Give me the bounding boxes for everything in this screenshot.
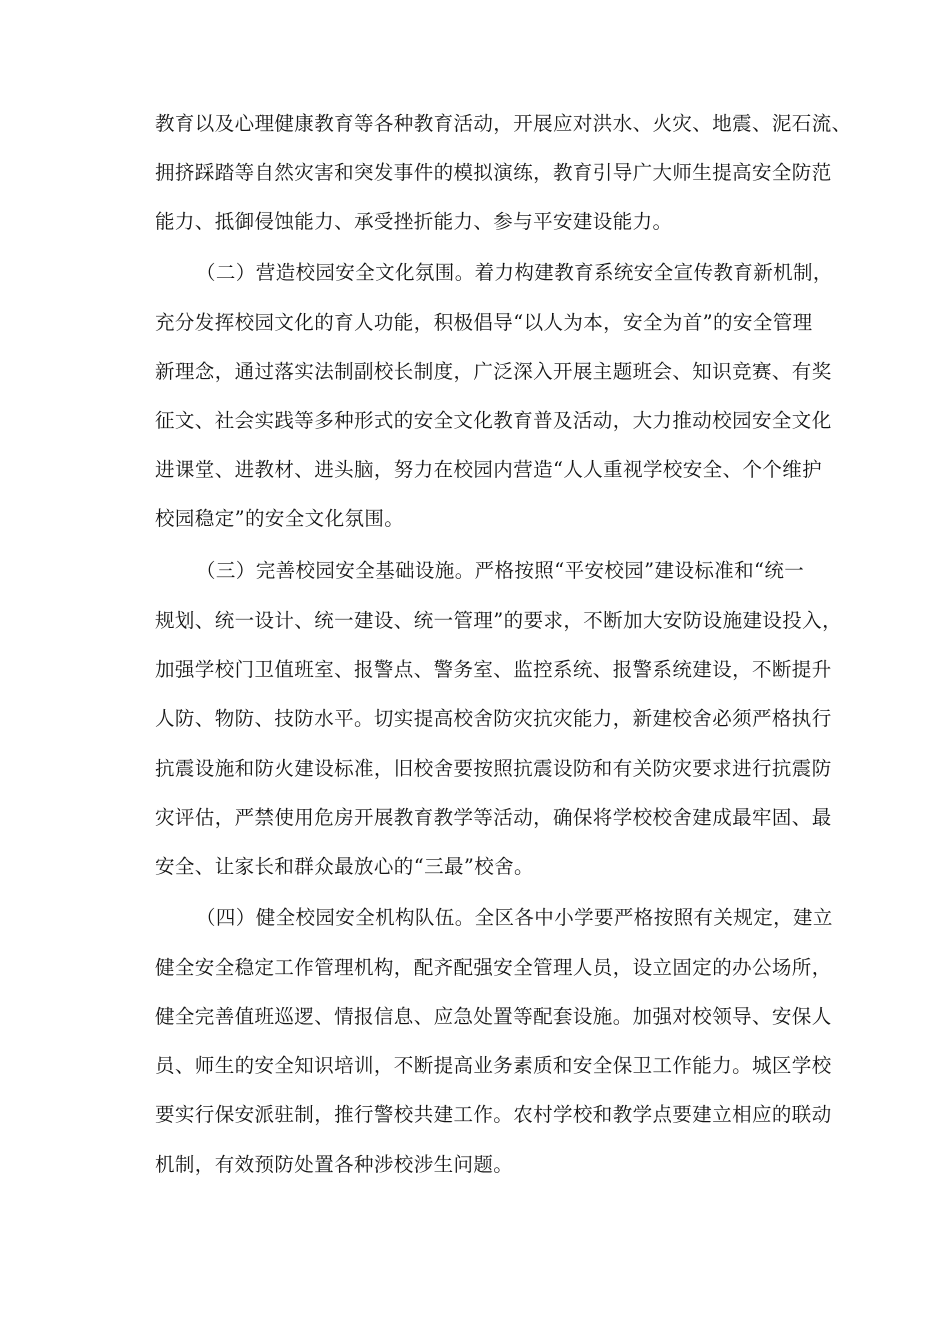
text-line: 规划、统一设计、统一建设、统一管理”的要求，不断加大安防设施建设投入，	[155, 609, 842, 632]
text-line: 人防、物防、技防水平。切实提高校舍防灾抗灾能力，新建校舍必须严格执行	[155, 707, 832, 730]
text-line: 教育以及心理健康教育等各种教育活动，开展应对洪水、火灾、地震、泥石流、	[155, 112, 852, 135]
text-line: 充分发挥校园文化的育人功能，积极倡导“以人为本，安全为首”的安全管理	[155, 311, 813, 334]
text-line: 加强学校门卫值班室、报警点、警务室、监控系统、报警系统建设，不断提升	[155, 658, 832, 681]
text-line: 要实行保安派驻制，推行警校共建工作。农村学校和教学点要建立相应的联动	[155, 1103, 832, 1126]
text-line: 安全、让家长和群众最放心的“三最”校舍。	[155, 855, 534, 878]
text-line: 抗震设施和防火建设标准，旧校舍要按照抗震设防和有关防灾要求进行抗震防	[155, 757, 832, 780]
text-line: 征文、社会实践等多种形式的安全文化教育普及活动，大力推动校园安全文化	[155, 409, 832, 432]
section-heading-2: （二）营造校园安全文化氛围。着力构建教育系统安全宣传教育新机制，	[196, 261, 833, 284]
text-line: 新理念，通过落实法制副校长制度，广泛深入开展主题班会、知识竞赛、有奖	[155, 360, 832, 383]
text-line: 拥挤踩踏等自然灾害和突发事件的模拟演练，教育引导广大师生提高安全防范	[155, 161, 832, 184]
text-line: 校园稳定”的安全文化氛围。	[155, 507, 405, 530]
text-line: 进课堂、进教材、进头脑，努力在校园内营造“人人重视学校安全、个个维护	[155, 458, 823, 481]
text-line: 健全安全稳定工作管理机构，配齐配强安全管理人员，设立固定的办公场所，	[155, 956, 832, 979]
text-line: 员、师生的安全知识培训，不断提高业务素质和安全保卫工作能力。城区学校	[155, 1054, 832, 1077]
text-line: 灾评估，严禁使用危房开展教育教学等活动，确保将学校校舍建成最牢固、最	[155, 806, 832, 829]
text-line: 健全完善值班巡逻、情报信息、应急处置等配套设施。加强对校领导、安保人	[155, 1005, 832, 1028]
text-line: 机制，有效预防处置各种涉校涉生问题。	[155, 1153, 514, 1176]
section-heading-3: （三）完善校园安全基础设施。严格按照“平安校园”建设标准和“统一	[196, 559, 805, 582]
text-line: 能力、抵御侵蚀能力、承受挫折能力、参与平安建设能力。	[155, 210, 673, 233]
section-heading-4: （四）健全校园安全机构队伍。全区各中小学要严格按照有关规定，建立	[196, 906, 833, 929]
